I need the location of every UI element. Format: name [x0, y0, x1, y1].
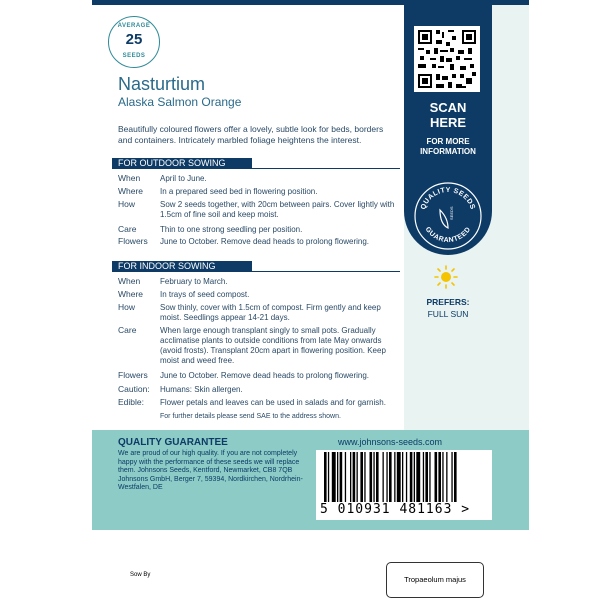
indoor-label: Caution: [118, 384, 150, 394]
barcode-bar [386, 452, 387, 502]
barcode-bar [376, 452, 379, 502]
barcode-bar [429, 452, 430, 502]
indoor-value: February to March. [160, 277, 228, 286]
outdoor-label: Flowers [118, 236, 148, 246]
seal-leaf-shape [440, 210, 448, 228]
barcode-bar [402, 452, 403, 502]
sun-requirement: FULL SUN [427, 309, 469, 319]
barcode-bar [373, 452, 374, 502]
outdoor-label: Care [118, 224, 137, 234]
outdoor-value: In a prepared seed bed in flowering position. [160, 187, 318, 196]
barcode-bar [435, 452, 438, 502]
barcode-bar [364, 452, 365, 502]
barcode-bar [416, 452, 420, 502]
barcode-bar [357, 452, 358, 502]
barcode-bar [383, 452, 384, 502]
indoor-label: Edible: [118, 397, 144, 407]
barcode-bar [324, 452, 327, 502]
barcode-bar [425, 452, 428, 502]
indoor-label: When [118, 276, 141, 286]
quality-seal-icon [410, 178, 486, 254]
scan-line-2: HERE [429, 115, 467, 130]
indoor-value: Flower petals and leaves can be used in salads and for garnish. [160, 398, 386, 407]
svg-text:GUARANTEED [424, 226, 473, 244]
guarantee-heading: QUALITY GUARANTEE [118, 437, 228, 448]
product-variety: Alaska Salmon Orange [118, 95, 242, 109]
badge-bottom-text: SEEDS [122, 53, 146, 59]
outdoor-value: April to June. [160, 174, 207, 183]
barcode-bar [328, 452, 329, 502]
barcode-bar [454, 452, 457, 502]
sow-by-label: Sow By [130, 572, 151, 578]
latin-name: Tropaeolum majus [404, 575, 466, 584]
barcode-bar [337, 452, 338, 502]
indoor-value: Humans: Skin allergen. [160, 385, 243, 394]
barcode-bar [397, 452, 401, 502]
product-description: Beautifully coloured flowers offer a lovely, subtle look for beds, borders and containers. Intricately marbled foliage heightens the interest. [118, 124, 384, 145]
scan-line-1: SCAN [429, 100, 467, 115]
badge-count: 25 [125, 31, 143, 48]
barcode-bar [406, 452, 407, 502]
outdoor-heading: FOR OUTDOOR SOWING [112, 158, 252, 169]
seed-count-badge [108, 16, 160, 68]
seal-top-text: QUALITY SEEDS [419, 186, 477, 211]
barcode-bar [360, 452, 363, 502]
indoor-value: Sow thinly, cover with 1.5cm of compost. Firm gently and keep moist. Seedlings appear 14-21 days. [160, 303, 381, 322]
barcode-number: 5 010931 481163 > [320, 502, 471, 517]
barcode-bar [345, 452, 346, 502]
outdoor-value: Thin to one strong seedling per position. [160, 225, 303, 234]
outdoor-label: Where [118, 186, 144, 196]
indoor-label: Care [118, 325, 137, 335]
indoor-label: How [118, 302, 136, 312]
seal-inner-text: SEEDS [449, 206, 454, 220]
more-info-label: FOR MORE INFORMATION [420, 137, 476, 156]
sae-note: For further details please send SAE to the address shown. [160, 413, 341, 420]
indoor-heading: FOR INDOOR SOWING [112, 261, 252, 272]
seal-bottom-text: GUARANTEED [423, 225, 473, 245]
outdoor-value: June to October. Remove dead heads to prolong flowering. [160, 237, 370, 246]
barcode-bar [438, 452, 441, 502]
indoor-value: When large enough transplant singly to small pots. Gradually acclimatise plants to outside conditions from late May onwards (avoid frosts). Transplant 20cm apart in flowering position. Keep moist and weed free. [160, 326, 386, 365]
barcode-bar [410, 452, 413, 502]
svg-text:QUALITY SEEDS [420, 187, 476, 211]
scan-here-label [404, 100, 492, 130]
outdoor-label: How [118, 199, 136, 209]
badge-top-text: AVERAGE [117, 23, 151, 29]
barcode-bar [353, 452, 356, 502]
outdoor-label: When [118, 173, 141, 183]
barcode-bar [394, 452, 395, 502]
outdoor-divider [252, 168, 400, 169]
latin-name-box [386, 562, 484, 598]
barcode-bar [350, 452, 351, 502]
indoor-label: Where [118, 289, 144, 299]
guarantee-text: We are proud of our high quality. If you are not completely happy with the performance of these seeds we will replace them. Johnsons Seeds, Kentford, Newmarket, CB8 7QB Johnsons GmbH, Berger 7, 59394, Nordkirchen, Nordrhein-Westfalen, DE [118, 450, 303, 491]
indoor-value: June to October. Remove dead heads to prolong flowering. [160, 371, 370, 380]
barcode-bar [340, 452, 343, 502]
barcode-bar [442, 452, 443, 502]
barcode-bars [316, 452, 492, 502]
website-link[interactable]: www.johnsons-seeds.com [338, 437, 443, 447]
barcode-bar [370, 452, 373, 502]
qr-code-graphic [414, 26, 480, 92]
barcode-bar [389, 452, 392, 502]
barcode-bar [446, 452, 447, 502]
indoor-label: Flowers [118, 370, 148, 380]
outdoor-value: Sow 2 seeds together, with 20cm between pairs. Cover lightly with 1.5cm of fine soil and keep moist. [160, 200, 395, 219]
indoor-divider [252, 271, 400, 272]
product-title: Nasturtium [118, 74, 206, 94]
barcode-icon [316, 450, 492, 520]
indoor-value: In trays of seed compost. [160, 290, 250, 299]
barcode-bar [423, 452, 424, 502]
prefers-label: PREFERS: [426, 297, 470, 307]
sun-icon [434, 265, 458, 289]
barcode-bar [451, 452, 452, 502]
qr-code-icon[interactable] [414, 26, 480, 92]
barcode-bar [332, 452, 336, 502]
barcode-bar [414, 452, 415, 502]
